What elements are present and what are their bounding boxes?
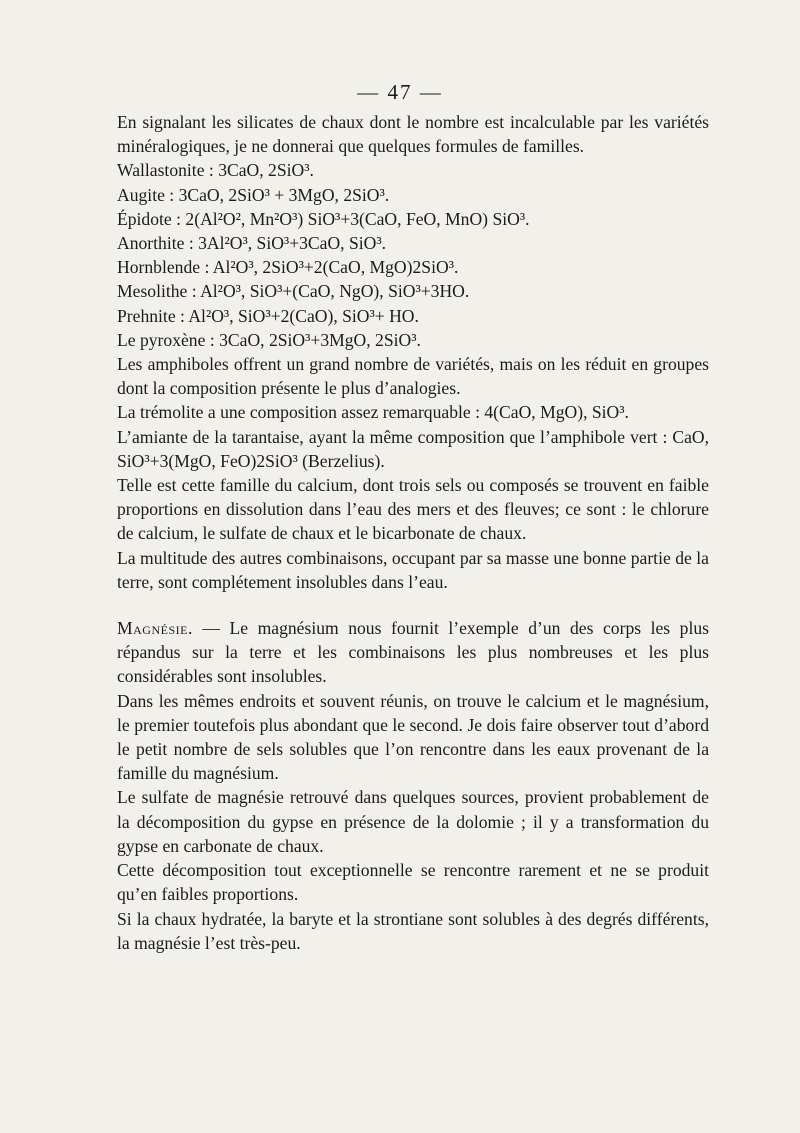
formula-epidote: Épidote : 2(Al²O², Mn²O³) SiO³+3(CaO, FeO, MnO) SiO³. [117,208,530,229]
formula-anorthite: Anorthite : 3Al²O³, SiO³+3CaO, SiO³. [117,233,387,254]
paragraph-decomposition: Cette décomposition tout exceptionnelle se rencontre rarement et ne se produit qu’en faibles proportions. [117,860,709,905]
paragraph-insoluble: La multitude des autres combinaisons, occupant par sa masse une bonne partie de la terre, sont complétement insolubles dans l’eau. [117,547,709,592]
formula-prehnite: Prehnite : Al²O³, SiO³+2(CaO), SiO³+ HO. [117,305,419,326]
formula-augite: Augite : 3CaO, 2SiO³ + 3MgO, 2SiO³. [117,184,390,205]
paragraph-intro: En signalant les silicates de chaux dont le nombre est incalculable par les variétés minéralogiques, je ne donnerai que quelques formules de familles. [117,112,709,157]
paragraph-magnesie [117,616,709,689]
paragraph-amphiboles: Les amphiboles offrent un grand nombre de variétés, mais on les réduit en groupes dont la composition présente le plus d’analogies. [117,354,709,399]
paragraph-magnesie-text: — Le magnésium nous fournit l’exemple d’un des corps les plus répandus sur la terre et les combinaisons les plus nombreuses et les plus considérables sont insolubles. [117,618,709,687]
paragraph-solubility: Si la chaux hydratée, la baryte et la strontiane sont solubles à des degrés différents, la magnésie l’est très-peu. [117,908,709,953]
page-number: — 47 — [357,80,443,104]
paragraph-sulfate: Le sulfate de magnésie retrouvé dans quelques sources, provient probablement de la décomposition du gypse en présence de la dolomie ; il y a transformation du gypse en carbonate de chaux. [117,787,709,856]
page-body [117,110,709,955]
formula-mesolithe: Mesolithe : Al²O³, SiO³+(CaO, NgO), SiO³+3HO. [117,281,470,302]
formula-pyroxene: Le pyroxène : 3CaO, 2SiO³+3MgO, 2SiO³. [117,329,421,350]
paragraph-calcium-family: Telle est cette famille du calcium, dont trois sels ou composés se trouvent en faible proportions en dissolution dans l’eau des mers et des fleuves; ce sont : le chlorure de calcium, le sulfate de chaux et le bicarbonate de chaux. [117,475,709,544]
paragraph-tremolite: La trémolite a une composition assez remarquable : 4(CaO, MgO), SiO³. [117,402,629,423]
section-heading-magnesie: Magnésie. [117,618,193,639]
paragraph-amiante: L’amiante de la tarantaise, ayant la même composition que l’amphibole vert : CaO, SiO³+3(MgO, FeO)2SiO³ (Berzelius). [117,426,709,471]
section-gap [117,594,709,616]
paragraph-same-places: Dans les mêmes endroits et souvent réunis, on trouve le calcium et le magnésium, le premier toutefois plus abondant que le second. Je dois faire observer tout d’abord le petit nombre de sels solubles que l’on rencontre dans les eaux provenant de la famille du magnésium. [117,690,709,784]
formula-hornblende: Hornblende : Al²O³, 2SiO³+2(CaO, MgO)2SiO³. [117,257,459,278]
formula-wallastonite: Wallastonite : 3CaO, 2SiO³. [117,160,314,181]
